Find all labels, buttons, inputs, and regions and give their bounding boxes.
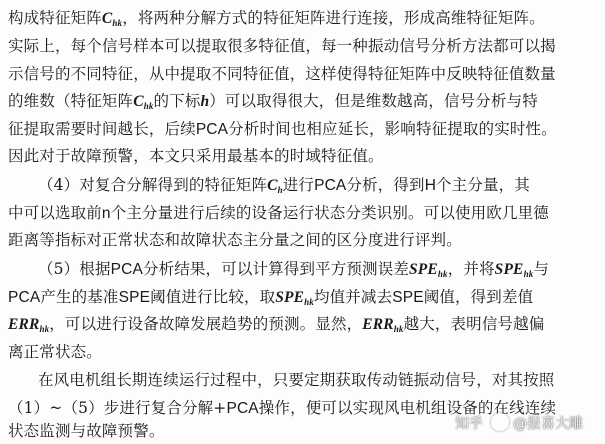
text-segment: 个主分量进行后续的设备运行状态分类识别。可以使用欧几里德 — [110, 204, 549, 222]
text-segment: ，可以进行设备故障发展趋势的预测。显然， — [49, 315, 363, 333]
text-segment: ，并将 — [447, 260, 495, 278]
matrix-variable: $C_h$ — [267, 177, 283, 195]
text-line — [8, 64, 605, 84]
text-segment: 分析时间也相应延长，影响特征提取的实时性。 — [228, 120, 557, 138]
spe-variable: $SPE_{hk}$ — [275, 289, 314, 307]
text-segment: 分析结果，可以计算得到平方预测误差 — [142, 260, 410, 278]
spe-term: SPE — [392, 289, 424, 306]
text-segment: 阈值进行比较，取 — [150, 288, 276, 306]
text-segment: ，将两种分解方式的特征矩阵进行连接，形成高维特征矩阵。 — [122, 9, 545, 27]
text-segment: 征提取需要时间越长，后续 — [8, 120, 196, 138]
text-line — [38, 259, 605, 280]
text-segment: 示信号的不同特征，从中提取不同特征值，这样使得特征矩阵中反映特征值数量 — [8, 65, 556, 83]
component-count: H — [424, 177, 437, 194]
text-line — [8, 36, 605, 56]
text-line — [8, 287, 605, 308]
text-segment: （5）根据 — [38, 260, 111, 278]
index-variable: h — [200, 93, 210, 110]
spe-variable: $SPE_{hk}$ — [409, 261, 448, 279]
text-line — [38, 175, 605, 196]
text-line — [38, 370, 605, 390]
text-segment: 操作，便可以实现风电机组设备的在线连续 — [258, 399, 557, 417]
watermark-logo-icon — [491, 413, 509, 431]
matrix-variable: $C_{hk}$ — [133, 93, 154, 111]
watermark-site: 知乎 — [455, 416, 483, 432]
text-segment: 因此对于故障预警，本文只采用最基本的时域特征值。 — [8, 147, 384, 165]
text-segment: ）可以取得很大，但是维数越高，信号分析与特 — [209, 92, 538, 110]
watermark-author: @报喜大雕 — [513, 416, 583, 432]
text-segment: 在风电机组长期连续运行过程中，只要定期获取传动链振动信号，对其按照 — [38, 371, 555, 389]
text-segment: 个主分量，其 — [436, 176, 530, 194]
text-segment: 均值并减去 — [313, 288, 393, 306]
text-line — [8, 119, 605, 140]
text-segment: 的维数（特征矩阵 — [8, 92, 134, 110]
text-segment: 的下标 — [153, 92, 201, 110]
text-segment: 距离等指标对正常状态和故障状态主分量之间的区分度进行评判。 — [8, 231, 462, 249]
spe-variable: $SPE_{hk}$ — [494, 261, 534, 279]
pca-term: PCA — [226, 400, 259, 417]
text-line — [8, 314, 605, 335]
text-segment: 越大，表明信号越偏 — [403, 315, 545, 333]
text-line — [8, 342, 605, 362]
text-line — [8, 91, 605, 112]
text-segment: 构成特征矩阵 — [8, 9, 102, 27]
err-variable: $ERR_{hk}$ — [362, 316, 404, 334]
text-segment: 状态监测与故障预警。 — [8, 422, 165, 440]
spe-term: SPE — [118, 289, 151, 306]
text-line — [8, 146, 605, 166]
text-segment: 与 — [533, 260, 550, 278]
text-segment: 阈值，得到差值 — [423, 288, 534, 306]
text-segment: 实际上，每个信号样本可以提取很多特征值，每一种振动信号分析方法都可以揭 — [8, 37, 556, 55]
text-line — [8, 203, 605, 224]
text-line — [8, 8, 605, 29]
text-segment: （4）对复合分解得到的特征矩阵 — [38, 176, 268, 194]
component-count: n — [101, 205, 111, 222]
text-segment: （1）~（5）步进行复合分解+ — [8, 399, 227, 417]
pca-term: PCA — [110, 261, 143, 278]
text-segment: 分析，得到 — [346, 176, 425, 194]
pca-term: PCA — [8, 289, 41, 306]
text-segment: 中可以选取前 — [8, 204, 102, 222]
pca-term: PCA — [314, 177, 347, 194]
watermark — [455, 413, 583, 433]
text-segment: 产生的基准 — [40, 288, 119, 306]
text-segment: 进行 — [282, 176, 315, 194]
err-variable: $ERR_{hk}$ — [8, 316, 50, 334]
matrix-variable: $C_{hk}$ — [101, 10, 123, 28]
text-segment: 离正常状态。 — [8, 343, 102, 361]
text-line — [8, 230, 605, 250]
pca-term: PCA — [195, 121, 229, 138]
